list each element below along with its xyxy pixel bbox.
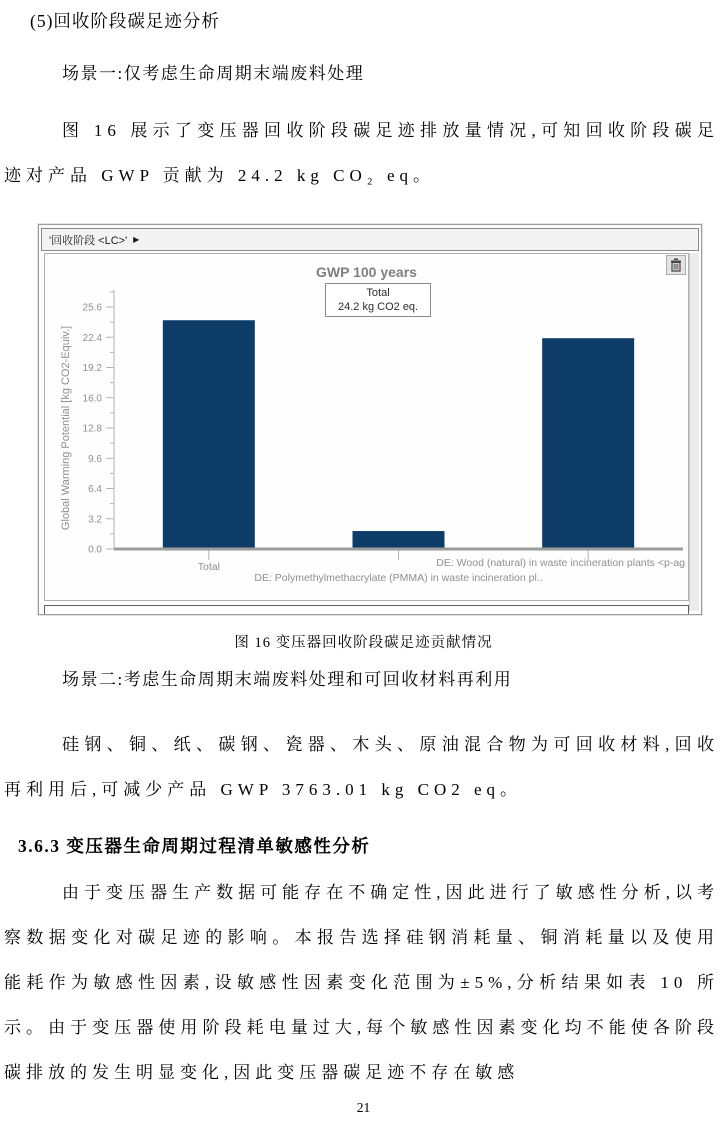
x-label-pmma: DE: Polymethylmethacrylate (PMMA) in waste incineration pl.. [254, 572, 543, 584]
chart-tab-bar [41, 228, 699, 251]
fig16-paragraph: 图 16 展示了变压器回收阶段碳足迹排放量情况,可知回收阶段碳足迹对产品 GWP 贡献为 24.2 kg CO₂ eq。 [4, 121, 719, 185]
bar-0 [163, 320, 255, 549]
chevron-right-icon: ▶ [133, 235, 140, 244]
total-annotation-label: Total [366, 287, 390, 299]
total-annotation-value: 24.2 kg CO2 eq. [338, 301, 419, 313]
tab-item-recycle-stage[interactable]: '回收阶段 <LC>' [49, 234, 128, 247]
bar-2 [542, 338, 634, 549]
chart-panel [44, 253, 689, 601]
figure-caption: 图 16 变压器回收阶段碳足迹贡献情况 [234, 635, 493, 651]
vertical-scrollbar[interactable] [689, 253, 699, 611]
total-annotation [325, 283, 431, 317]
recycle-paragraph: 硅钢、铜、纸、碳钢、瓷器、木头、原油混合物为可回收材料,回收再利用后,可减少产品 GWP 3763.01 kg CO2 eq。 [4, 735, 719, 799]
delete-button[interactable] [666, 255, 686, 275]
y-tick-label: 6.4 [88, 484, 102, 495]
section-heading-363: 3.6.3 变压器生命周期过程清单敏感性分析 [18, 836, 371, 856]
x-label-wood: DE: Wood (natural) in waste incineration plants <p-ag [436, 557, 685, 569]
y-tick-label: 0.0 [88, 544, 102, 556]
y-tick-label: 22.4 [82, 332, 102, 344]
bar-1 [353, 531, 445, 549]
page-number: 21 [356, 1100, 371, 1115]
page-title: (5)回收阶段碳足迹分析 [30, 11, 220, 31]
y-tick-label: 16.0 [82, 393, 102, 405]
y-tick-label: 12.8 [82, 423, 102, 435]
y-tick-label: 19.2 [82, 363, 102, 374]
y-tick-label: 3.2 [88, 514, 102, 526]
embedded-chart-screenshot [38, 224, 702, 615]
scenario1-line: 场景一:仅考虑生命周期末端废料处理 [62, 64, 365, 83]
y-tick-label: 25.6 [82, 302, 102, 314]
scenario2-line: 场景二:考虑生命周期末端废料处理和可回收材料再利用 [62, 670, 513, 689]
chart-title: GWP 100 years [316, 264, 417, 280]
y-tick-label: 9.6 [88, 453, 102, 465]
next-panel-edge [44, 605, 689, 614]
trash-icon [670, 258, 682, 272]
sensitivity-paragraph: 由于变压器生产数据可能存在不确定性,因此进行了敏感性分析,以考察数据变化对碳足迹的影响。本报告选择硅钢消耗量、铜消耗量以及使用能耗作为敏感性因素,设敏感性因素变化范围为±5%,分析结果如表 10 所示。由于变压器使用阶段耗电量过大,每个敏感性因素变化均不能使各阶段碳排放的发生明显变化,因此变压器碳足迹不存在敏感 [4, 883, 719, 1082]
x-label-total: Total [197, 561, 220, 573]
y-axis-title: Global Warming Potential [kg CO2-Equiv.] [60, 325, 72, 531]
